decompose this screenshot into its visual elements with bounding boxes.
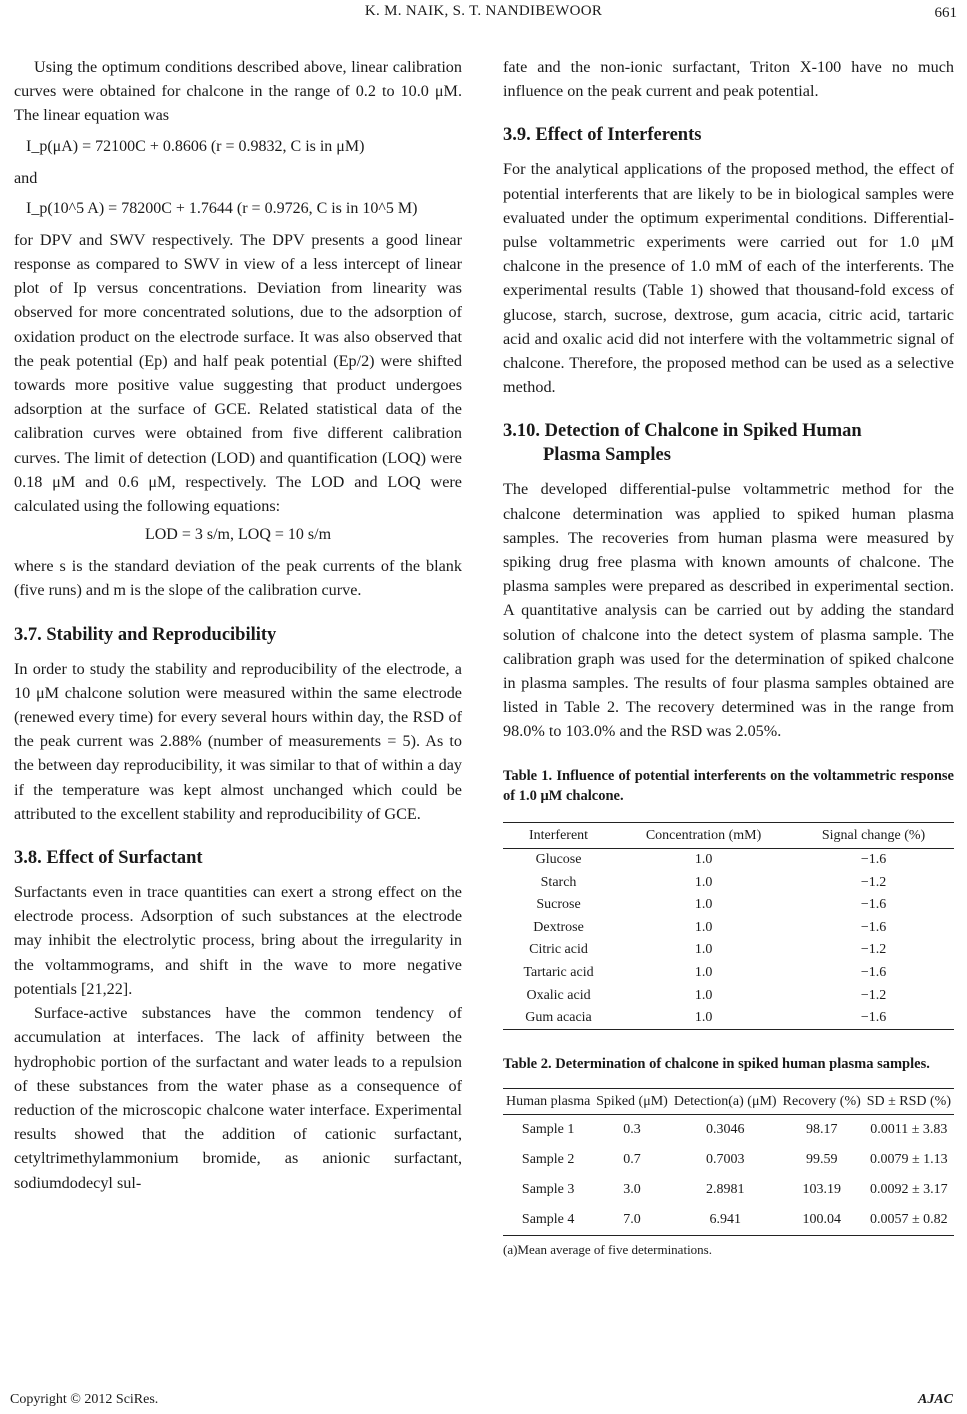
equation-dpv: I_p(μA) = 72100C + 0.8606 (r = 0.9832, C is in μM) bbox=[26, 137, 365, 155]
table-cell: 1.0 bbox=[614, 1007, 793, 1030]
table-1-caption: Table 1. Influence of potential interferents on the voltammetric response of 1.0 μM chalcone. bbox=[503, 767, 954, 804]
table-cell: Sample 2 bbox=[521, 1152, 575, 1168]
table-1 bbox=[503, 822, 954, 1031]
paragraph: For the analytical applications of the proposed method, the effect of potential interferents that are likely to be in biological samples were evaluated under the optimum experimental conditions. Differential-pulse voltammetric experiments were carried out for 1.0 μM chalcone in the presence of 1.0 mM of each of the interferents. The experimental results (Table 1) showed that thousand-fold excess of glucose, starch, sucrose, dextrose, gum acacia, citric acid, tartaric acid and oxalic acid did not interfere with the voltammetric signal of chalcone. Therefore, the proposed method can be used as a selective method. bbox=[503, 160, 954, 397]
table-header: Human plasma bbox=[503, 1089, 593, 1115]
paragraph: In order to study the stability and reproducibility of the electrode, a 10 μM chalcone solution were measured within the same electrode (renewed every time) for every several hours within day, the RSD of the peak current was 2.88% (number of measurements = 5). As to the between day reproducibility, it was similar to that of within a day if the temperature was kept almost unchanged which could be attributed to the excellent stability and reproducibility of GCE. bbox=[14, 659, 462, 823]
table-cell: 1.0 bbox=[694, 919, 713, 935]
table-cell: 98.17 bbox=[805, 1122, 838, 1138]
table-cell: 0.3 bbox=[623, 1122, 641, 1138]
table-cell: 3.0 bbox=[623, 1182, 641, 1198]
table-cell: 0.7 bbox=[623, 1152, 641, 1168]
table-cell: Sample 1 bbox=[521, 1122, 575, 1138]
section-heading: 3.8. Effect of Surfactant bbox=[14, 848, 203, 869]
section-heading bbox=[503, 419, 954, 467]
table-cell: Citric acid bbox=[529, 942, 588, 958]
table-cell: 0.3046 bbox=[705, 1122, 745, 1138]
table-cell: 7.0 bbox=[593, 1205, 670, 1236]
left-column bbox=[14, 55, 462, 1195]
paragraph: where s is the standard deviation of the peak currents of the blank (five runs) and m is the slope of the calibration curve. bbox=[14, 557, 462, 600]
table-cell: 1.0 bbox=[694, 942, 713, 958]
section-heading: 3.9. Effect of Interferents bbox=[503, 125, 702, 146]
section-heading: 3.7. Stability and Reproducibility bbox=[14, 624, 277, 645]
table-cell: Sample 4 bbox=[503, 1205, 593, 1236]
table-cell: −1.6 bbox=[860, 964, 887, 980]
table-cell: 2.8981 bbox=[705, 1182, 745, 1198]
paragraph: Using the optimum conditions described above, linear calibration curves were obtained for chalcone in the range of 0.2 to 10.0 μM. The linear equation was bbox=[14, 58, 462, 125]
table-header: Concentration (mM) bbox=[614, 822, 793, 848]
table-row bbox=[503, 1175, 954, 1205]
running-header: K. M. NAIK, S. T. NANDIBEWOOR bbox=[364, 3, 603, 19]
section-heading-line1: 3.10. Detection of Chalcone in Spiked Human bbox=[503, 421, 862, 442]
table-row bbox=[503, 962, 954, 985]
paragraph: for DPV and SWV respectively. The DPV presents a good linear response as compared to SWV in view of a less intercept of linear plot of Ip versus concentrations. Deviation from linearity was observed for more concentrated solutions, due to the adsorption of oxidation product on the electrode surface. It was also observed that the peak potential (Ep) and half peak potential (Ep/2) were shifted towards more positive value suggesting that product undergoes adsorption at the surface of GCE. Related statistical data of the calibration curves were obtained from five different calibration curves. The limit of detection (LOD) and quantification (LOQ) were 0.18 μM and 0.6 μM, respectively. The LOD and LOQ were calculated using the following equations: bbox=[14, 230, 462, 516]
table-row bbox=[503, 871, 954, 894]
table-cell: 99.59 bbox=[805, 1152, 838, 1168]
table-cell: −1.6 bbox=[860, 851, 887, 867]
table-2 bbox=[503, 1088, 954, 1236]
table-cell: −1.2 bbox=[860, 987, 887, 1003]
table-cell: 1.0 bbox=[694, 897, 713, 913]
table-cell: −1.6 bbox=[793, 1007, 954, 1030]
table-cell: 0.0092 ± 3.17 bbox=[870, 1182, 948, 1198]
table-cell: Starch bbox=[540, 874, 577, 890]
paragraph: The developed differential-pulse voltammetric method for the chalcone determination was applied to spiked human plasma samples. The recoveries from human plasma were measured by spiking drug free plasma with known amounts of chalcone. The plasma samples were prepared as described in experimental section. A quantitative analysis can be carried out by adding the standard solution of chalcone into the detect system of plasma sample. The calibration graph was used for the determination of spiked chalcone in plasma samples. The results of four plasma samples obtained are listed in Table 2. The recovery determined was in the range from 98.0% to 103.0% and the RSD was 2.05%. bbox=[503, 480, 954, 741]
table-cell: 103.19 bbox=[802, 1182, 841, 1198]
right-column bbox=[503, 55, 954, 1258]
table-cell: 0.0057 ± 0.82 bbox=[864, 1205, 954, 1236]
table-header: Spiked (μM) bbox=[593, 1089, 670, 1115]
table-header: Signal change (%) bbox=[793, 822, 954, 848]
table-row bbox=[503, 916, 954, 939]
table-footnote: (a)Mean average of five determinations. bbox=[503, 1242, 712, 1258]
table-cell: 0.0079 ± 1.13 bbox=[870, 1152, 948, 1168]
table-cell: −1.6 bbox=[860, 897, 887, 913]
table-row bbox=[503, 1145, 954, 1175]
table-cell: 6.941 bbox=[671, 1205, 780, 1236]
table-header: Interferent bbox=[503, 822, 614, 848]
table-cell: 100.04 bbox=[780, 1205, 864, 1236]
copyright-footer: Copyright © 2012 SciRes. bbox=[10, 1392, 159, 1407]
table-cell: Glucose bbox=[535, 851, 582, 867]
table-cell: Dextrose bbox=[533, 919, 584, 935]
table-cell: 1.0 bbox=[694, 851, 713, 867]
table-cell: Sample 3 bbox=[521, 1182, 575, 1198]
paragraph: fate and the non-ionic surfactant, Triton X-100 have no much influence on the peak current and peak potential. bbox=[503, 58, 954, 101]
table-cell: 0.7003 bbox=[705, 1152, 745, 1168]
journal-footer: AJAC bbox=[917, 1392, 953, 1407]
table-row bbox=[503, 894, 954, 917]
table-header: SD ± RSD (%) bbox=[864, 1089, 954, 1115]
paragraph: and bbox=[14, 168, 38, 187]
equation-swv: I_p(10^5 A) = 78200C + 1.7644 (r = 0.9726, C is in 10^5 M) bbox=[26, 199, 418, 217]
table-cell: −1.2 bbox=[860, 874, 887, 890]
table-cell: Oxalic acid bbox=[526, 987, 591, 1003]
table-cell: Tartaric acid bbox=[523, 964, 594, 980]
table-cell: 1.0 bbox=[694, 987, 713, 1003]
table-row bbox=[503, 1205, 954, 1236]
table-cell: Gum acacia bbox=[503, 1007, 614, 1030]
table-2-caption: Table 2. Determination of chalcone in spiked human plasma samples. bbox=[503, 1056, 930, 1073]
table-row bbox=[503, 1007, 954, 1030]
paragraph: Surfactants even in trace quantities can exert a strong effect on the electrode process. Adsorption of such substances at the electrode may inhibit the electrolytic process, bring about the irregularity in the voltammograms, and shift in the wave to more negative potentials [21,22]. bbox=[14, 883, 462, 998]
paragraph: Surface-active substances have the common tendency of accumulation at interfaces. The lack of affinity between the hydrophobic portion of the surfactant and water leads to a repulsion of these substances from the water phase as a consequence of reduction of the microscopic chalcone water interface. Experimental results showed that the addition of cationic surfactant, cetyltrimethylammonium bromide, as anionic surfactant, sodiumdodecyl sul- bbox=[14, 1004, 462, 1192]
table-cell: Sucrose bbox=[536, 897, 581, 913]
table-row bbox=[503, 984, 954, 1007]
table-cell: −1.2 bbox=[860, 942, 887, 958]
table-cell: 0.0011 ± 3.83 bbox=[870, 1122, 948, 1138]
table-row bbox=[503, 939, 954, 962]
table-row bbox=[503, 848, 954, 871]
table-cell: 1.0 bbox=[694, 964, 713, 980]
table-header: Recovery (%) bbox=[780, 1089, 864, 1115]
table-cell: −1.6 bbox=[860, 919, 887, 935]
table-row bbox=[503, 1115, 954, 1146]
table-cell: 1.0 bbox=[694, 874, 713, 890]
page-number: 661 bbox=[934, 5, 957, 21]
section-heading-line2: Plasma Samples bbox=[543, 445, 671, 466]
equation-lod-loq: LOD = 3 s/m, LOQ = 10 s/m bbox=[144, 526, 332, 544]
table-header: Detection(a) (μM) bbox=[671, 1089, 780, 1115]
